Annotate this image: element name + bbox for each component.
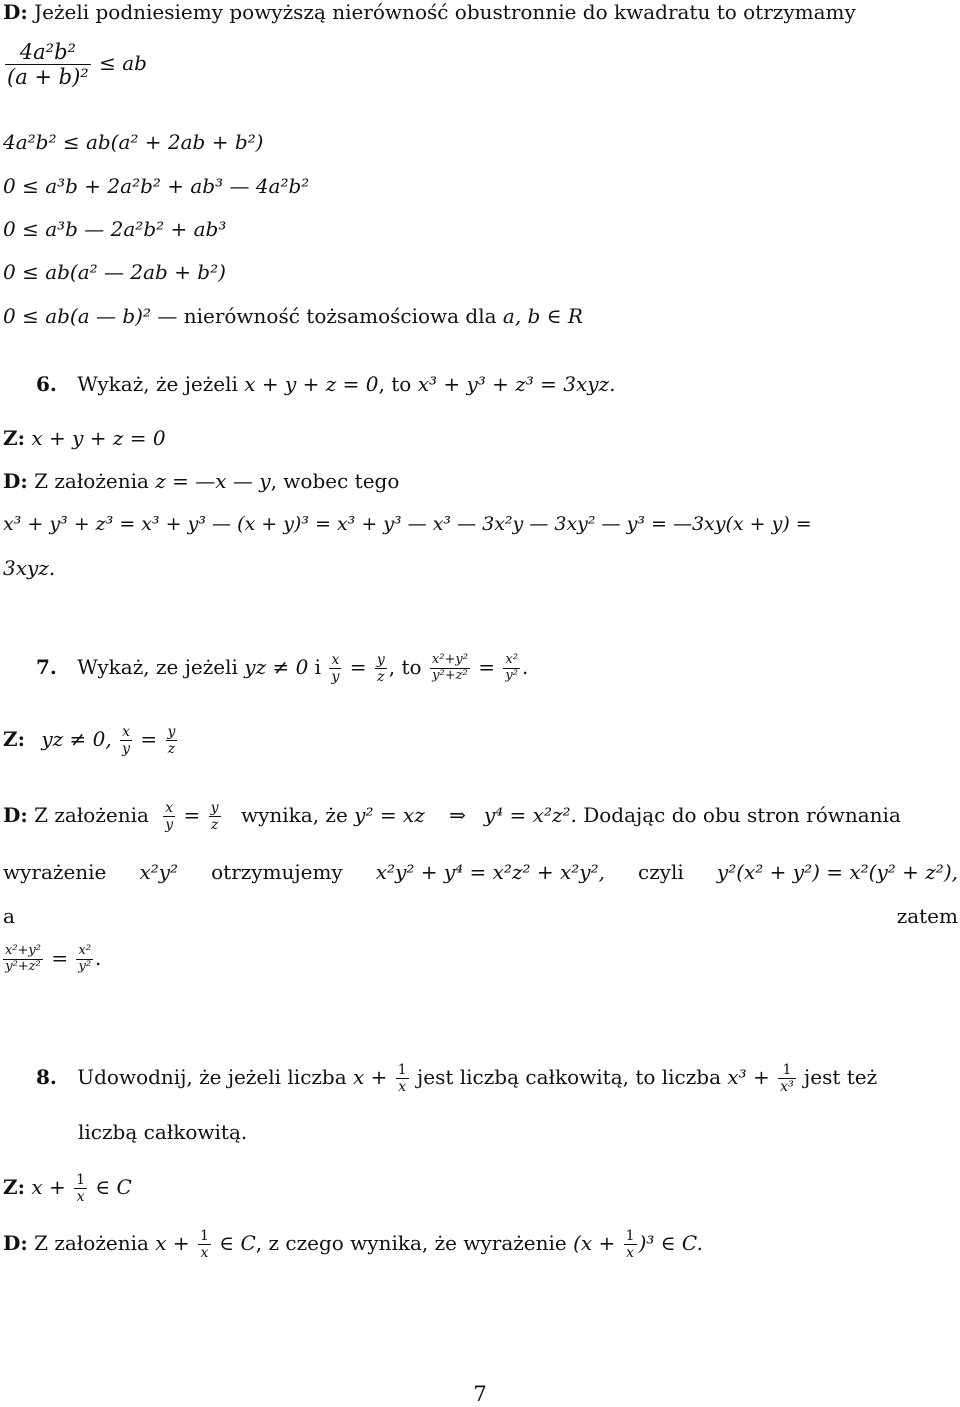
fraction: $\frac{1}{x}$ bbox=[625, 1228, 635, 1262]
fraction: $\frac{x}{y}$ bbox=[122, 724, 131, 758]
equation-line: 0 ≤ a³b + 2a²b² + ab³ — 4a²b² bbox=[3, 174, 310, 198]
task-number: 8. bbox=[36, 1065, 57, 1090]
fraction: $\frac{y}{z}$ bbox=[167, 724, 176, 758]
fraction: $\frac{y}{z}$ bbox=[210, 800, 219, 834]
task-6-derivation: x³ + y³ + z³ = x³ + y³ — (x + y)³ = x³ + y³ — x³ — 3x²y — 3xy² — y³ = —3xy(x + y) = bbox=[3, 513, 812, 535]
task-7-proof: D: Z założenia $\frac{x}{y}$ = $\frac{y}{z}$ wynika, że y² = xz ⇒ y⁴ = x²z². Dodając do obu stron równania bbox=[3, 800, 901, 834]
equation-line: 4a²b² ≤ ab(a² + 2ab + b²) bbox=[3, 130, 264, 154]
fraction: $\frac{\text{x²+y²}}{\text{y²+z²}}$ bbox=[431, 652, 468, 684]
equation-line: 0 ≤ ab(a² — 2ab + b²) bbox=[3, 260, 226, 284]
page-number: 7 bbox=[473, 1382, 487, 1406]
task-6-proof: D: Z założenia z = —x — y, wobec tego bbox=[3, 469, 400, 493]
implies-arrow: ⇒ bbox=[449, 803, 466, 828]
fraction: $\frac{1}{\text{x³}}$ bbox=[780, 1062, 794, 1096]
d-label: D: bbox=[3, 0, 28, 24]
fraction: $\frac{\text{4a²b²}}{\text{(a + b)²}}$ bbox=[7, 40, 89, 90]
fraction: $\frac{y}{z}$ bbox=[376, 652, 385, 686]
fraction: $\frac{x}{y}$ bbox=[165, 800, 174, 834]
intro-text: Jeżeli podniesiemy powyższą nierówność obustronnie do kwadratu to otrzymamy bbox=[27, 0, 856, 24]
task-7-proof-line3: a zatem bbox=[3, 904, 958, 928]
task-6-given: Z: x + y + z = 0 bbox=[3, 426, 166, 450]
fraction: $\frac{1}{x}$ bbox=[76, 1172, 86, 1206]
task-number: 6. bbox=[36, 372, 57, 396]
fraction: $\frac{\text{x²}}{\text{y²}}$ bbox=[78, 943, 92, 974]
task-8-proof: D: Z założenia x + $\frac{1}{x}$ ∈ C, z czego wynika, że wyrażenie (x + $\frac{1}{x}$ )³ ∈ C. bbox=[3, 1228, 703, 1262]
task-7-given: Z: yz ≠ 0, $\frac{x}{y}$ = $\frac{y}{z}$ bbox=[3, 724, 176, 758]
task-8-statement-cont: liczbą całkowitą. bbox=[78, 1120, 248, 1144]
task-7-proof-line2: wyrażenie x²y² otrzymujemy x²y² + y⁴ = x²z² + x²y², czyli y²(x² + y²) = x²(y² + z²), bbox=[3, 860, 958, 884]
intro-line bbox=[3, 0, 856, 24]
fraction: $\frac{1}{x}$ bbox=[397, 1062, 407, 1096]
fraction-inequality: $\frac{\text{4a²b²}}{\text{(a + b)²}}$ ≤ ab bbox=[7, 40, 147, 90]
fraction: $\frac{1}{x}$ bbox=[200, 1228, 209, 1262]
fraction: $\frac{\text{x²+y²}}{\text{y²+z²}}$ bbox=[5, 943, 41, 974]
equation-line: 0 ≤ ab(a — b)² — nierówność tożsamościowa dla a, b ∈ R bbox=[3, 304, 583, 328]
task-6-derivation-end: 3xyz. bbox=[3, 556, 56, 580]
equation-line: 0 ≤ a³b — 2a²b² + ab³ bbox=[3, 217, 227, 241]
task-6-statement: 6. Wykaż, że jeżeli x + y + z = 0, to x³ + y³ + z³ = 3xyz. bbox=[36, 372, 616, 396]
task-7-statement: 7. Wykaż, ze jeżeli yz ≠ 0 i $\frac{x}{y}$ = $\frac{y}{z}$ , to $\frac{\text{x²+y²}}{\text{y²+z²}}$ = $\frac{\text{x²}}{\text{y²}}$ . bbox=[36, 652, 529, 686]
task-7-conclusion: $\frac{\text{x²+y²}}{\text{y²+z²}}$ = $\frac{\text{x²}}{\text{y²}}$ . bbox=[5, 943, 102, 974]
task-number: 7. bbox=[36, 655, 57, 680]
task-8-given: Z: x + $\frac{1}{x}$ ∈ C bbox=[3, 1172, 132, 1206]
task-8-statement: 8. Udowodnij, że jeżeli liczba x + $\frac{1}{x}$ jest liczbą całkowitą, to liczba x³ + $\frac{1}{\text{x³}}$ jest też bbox=[36, 1062, 878, 1096]
fraction: $\frac{\text{x²}}{\text{y²}}$ bbox=[505, 652, 518, 684]
fraction: $\frac{x}{y}$ bbox=[331, 652, 340, 686]
